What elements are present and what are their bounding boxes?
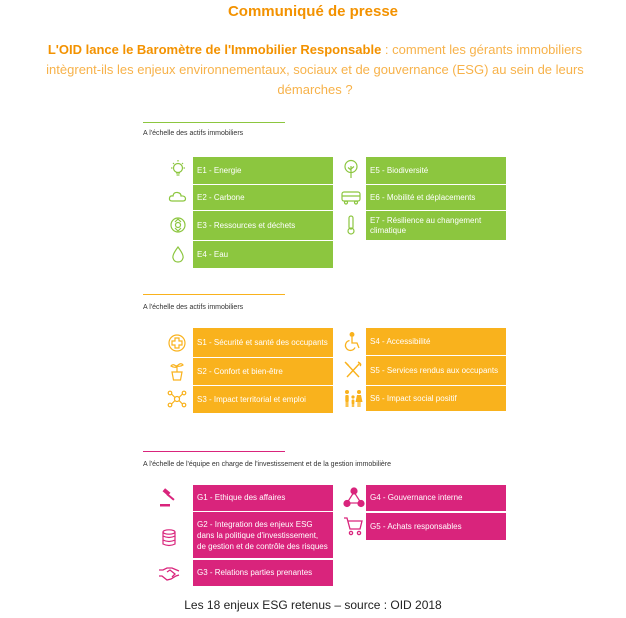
coins-stack-icon [158,527,180,549]
health-cross-icon [166,332,188,354]
card-g1: G1 - Ethique des affaires [193,485,333,511]
figure-caption: Les 18 enjeux ESG retenus – source : OID 2018 [184,598,442,612]
env-divider [143,122,285,123]
card-e5: E5 - Biodiversité [366,157,506,184]
network-icon [166,388,188,410]
card-s5: S5 - Services rendus aux occupants [366,356,506,385]
shopping-cart-icon [343,515,365,537]
plant-pot-icon [166,360,188,382]
card-g5: G5 - Achats responsables [366,513,506,540]
wheelchair-icon [342,331,364,353]
fork-knife-icon [342,359,364,381]
card-e7: E7 - Résilience au changement climatique [366,211,506,240]
soc-divider [143,294,285,295]
water-drop-icon [167,244,189,266]
card-e2: E2 - Carbone [193,185,333,210]
family-icon [342,388,364,410]
intro-paragraph [20,40,610,100]
tree-icon [340,158,362,180]
bus-icon [340,186,362,208]
card-g4: G4 - Gouvernance interne [366,485,506,511]
page-title: Communiqué de presse [227,3,399,20]
card-s3: S3 - Impact territorial et emploi [193,386,333,413]
gavel-icon [158,487,180,509]
card-s4: S4 - Accessibilité [366,328,506,355]
card-e3: E3 - Ressources et déchets [193,211,333,240]
card-g2: G2 - Integration des enjeux ESG dans la politique d'investissement, de gestion et de contrôle des risques [193,512,333,558]
gov-section-label: A l'échelle de l'équipe en charge de l'investissement et de la gestion immobilière [143,461,391,468]
card-s6: S6 - Impact social positif [366,386,506,411]
card-e4: E4 - Eau [193,241,333,268]
card-s2: S2 - Confort et bien-être [193,358,333,385]
cloud-icon [167,186,189,208]
intro-rest: : comment les gérants immobiliers intègrent-ils les enjeux environnementaux, sociaux et de gouvernance (ESG) au sein de leurs démarches ? [46,42,584,97]
lightbulb-icon [167,158,189,180]
intro-bold: L'OID lance le Baromètre de l'Immobilier Responsable [47,42,382,57]
thermometer-icon [340,214,362,236]
soc-section-label: A l'échelle des actifs immobiliers [143,304,244,311]
card-e1: E1 - Energie [193,157,333,184]
handshake-icon [158,562,180,584]
governance-triangle-icon [343,487,365,509]
recycle-icon [167,214,189,236]
card-s1: S1 - Sécurité et santé des occupants [193,328,333,357]
gov-divider [143,451,285,452]
env-section-label: A l'échelle des actifs immobiliers [143,130,244,137]
card-g3: G3 - Relations parties prenantes [193,560,333,586]
card-e6: E6 - Mobilité et déplacements [366,185,506,210]
